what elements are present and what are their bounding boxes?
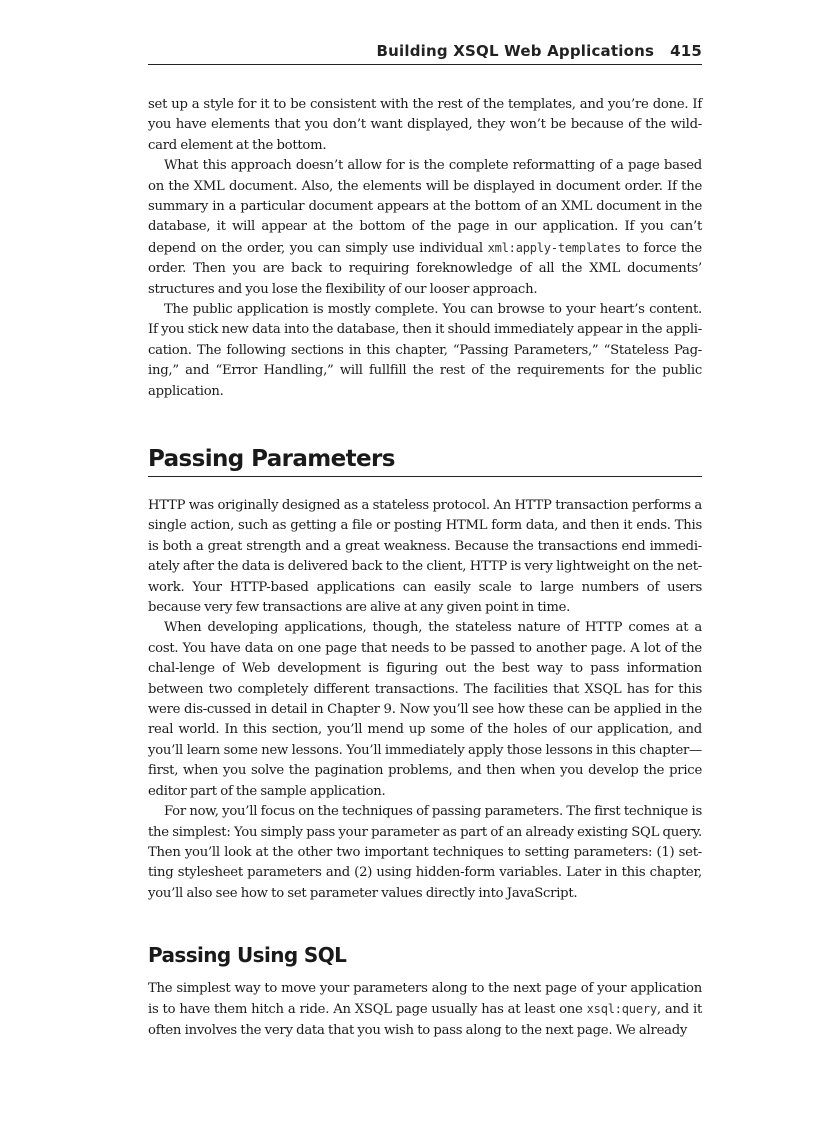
page-number: 415	[670, 42, 702, 60]
paragraph: set up a style for it to be consistent with the rest of the templates, and you’re done. If you have elements that you don’t want displayed, they won’t be because of the wild-card element at the bottom.	[148, 97, 702, 153]
subsection-heading: Passing Using SQL	[148, 943, 347, 967]
passing-parameters-text-block	[148, 496, 702, 904]
paragraph-text: , and it often involves the very data that you wish to pass along to the next page. We already	[148, 1002, 703, 1038]
paragraph-text: What this approach doesn’t allow for is the complete reformatting of a page based on the XML document. Also, the elements will be displayed in document order. If the summary in a particular document appears at the bottom of an XML document in the database, it will appear at the bottom of the page in our application. If you can’t depend on the order, you can simply use individual	[148, 158, 702, 256]
inline-code: xsql:query	[586, 1002, 657, 1017]
inline-code: xml:apply-templates	[487, 240, 622, 255]
running-header	[148, 38, 702, 65]
paragraph-text: The simplest way to move your parameters along to the next page of your application is to have them hitch a ride. An XSQL page usually has at least one	[148, 981, 702, 1018]
paragraph: When developing applications, though, the stateless nature of HTTP comes at a cost. You have data on one page that needs to be passed to another page. A lot of the chal-lenge of Web development is figuring out the best way to pass information between two completely different transactions. The facilities that XSQL has for this were dis-cussed in detail in Chapter 9. Now you’ll see how these can be applied in the real world. In this section, you’ll mend up some of the holes of our application, and you’ll learn some new lessons. You’ll immediately apply those lessons in this chapter—first, when you solve the pagination problems, and then when you develop the price editor part of the sample application.	[148, 620, 702, 799]
paragraph	[148, 979, 702, 1041]
paragraph: The public application is mostly complete. You can browse to your heart’s content. If you stick new data into the database, then it should immediately appear in the appli-cation. The following sections in this chapter, “Passing Parameters,” “Stateless Pag-ing,” and “Error Handling,” will fullfill the rest of the requirements for the public application.	[148, 302, 702, 399]
paragraph	[148, 156, 702, 300]
paragraph: HTTP was originally designed as a stateless protocol. An HTTP transaction performs a single action, such as getting a file or posting HTML form data, and then it ends. This is both a great strength and a great weakness. Because the transactions end immedi-ately after the data is delivered back to the client, HTTP is very lightweight on the net-work. Your HTTP-based applications can easily scale to large numbers of users because very few transactions are alive at any given point in time.	[148, 498, 702, 616]
passing-sql-text-block	[148, 979, 702, 1041]
intro-text-block	[148, 95, 702, 402]
paragraph-text: to force the order. Then you are back to requiring foreknowledge of all the XML documents’ structures and you lose the flexibility of our looser approach.	[148, 240, 702, 297]
running-title: Building XSQL Web Applications	[376, 42, 655, 60]
section-heading: Passing Parameters	[148, 442, 702, 477]
paragraph: For now, you’ll focus on the techniques of passing parameters. The first technique is the simplest: You simply pass your parameter as part of an already existing SQL query. Then you’ll look at the other two important techniques to setting parameters: (1) set-ting stylesheet parameters and (2) using hidden-form variables. Later in this chapter, you’ll also see how to set parameter values directly into JavaScript.	[148, 804, 702, 901]
